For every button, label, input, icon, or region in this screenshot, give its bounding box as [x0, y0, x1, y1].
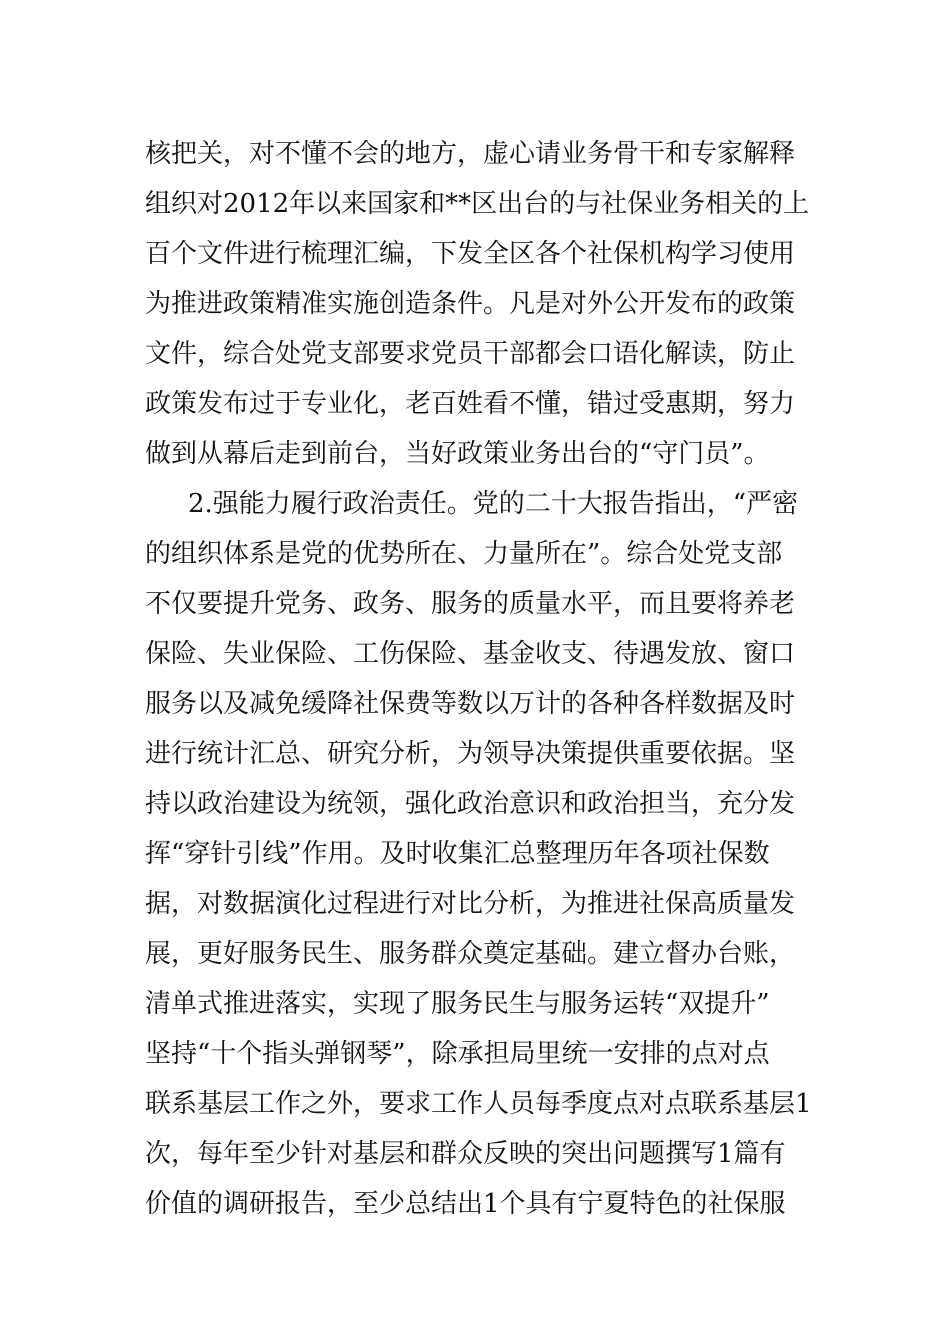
text-line: 的组织体系是党的优势所在、力量所在”。综合处党支部 [145, 539, 783, 569]
text-line: 保险、失业保险、工伤保险、基金收支、待遇发放、窗口 [145, 639, 796, 669]
text-line: 核把关，对不懂不会的地方，虚心请业务骨干和专家解释 [145, 139, 796, 169]
text-line: 文件，综合处党支部要求党员干部都会口语化解读，防止 [145, 339, 796, 369]
text-line: 联系基层工作之外，要求工作人员每季度点对点联系基层1 [145, 1089, 812, 1119]
paragraph-heading-line: 2.强能力履行政治责任。党的二十大报告指出，“严密 [188, 489, 799, 519]
text-line: 不仅要提升党务、政务、服务的质量水平，而且要将养老 [145, 589, 796, 619]
text-line: 组织对2012年以来国家和**区出台的与社保业务相关的上 [145, 189, 810, 219]
text-line: 为推进政策精准实施创造条件。凡是对外公开发布的政策 [145, 289, 796, 319]
text-line: 百个文件进行梳理汇编，下发全区各个社保机构学习使用 [145, 239, 796, 269]
text-line: 做到从幕后走到前台，当好政策业务出台的“守门员”。 [145, 439, 770, 469]
text-line: 价值的调研报告，至少总结出1个具有宁夏特色的社保服 [145, 1189, 786, 1219]
text-line: 清单式推进落实，实现了服务民生与服务运转“双提升” [145, 989, 770, 1019]
text-line: 坚持“十个指头弹钢琴”，除承担局里统一安排的点对点 [145, 1039, 770, 1069]
text-line: 据，对数据演化过程进行对比分析，为推进社保高质量发 [145, 889, 796, 919]
text-line: 挥“穿针引线”作用。及时收集汇总整理历年各项社保数 [145, 839, 770, 869]
text-line: 展，更好服务民生、服务群众奠定基础。建立督办台账， [145, 939, 796, 969]
text-line: 次，每年至少针对基层和群众反映的突出问题撰写1篇有 [145, 1139, 786, 1169]
text-line: 服务以及减免缓降社保费等数以万计的各种各样数据及时 [145, 689, 796, 719]
text-line: 持以政治建设为统领，强化政治意识和政治担当，充分发 [145, 789, 796, 819]
text-line: 进行统计汇总、研究分析，为领导决策提供重要依据。坚 [145, 739, 796, 769]
text-line: 政策发布过于专业化，老百姓看不懂，错过受惠期，努力 [145, 389, 796, 419]
